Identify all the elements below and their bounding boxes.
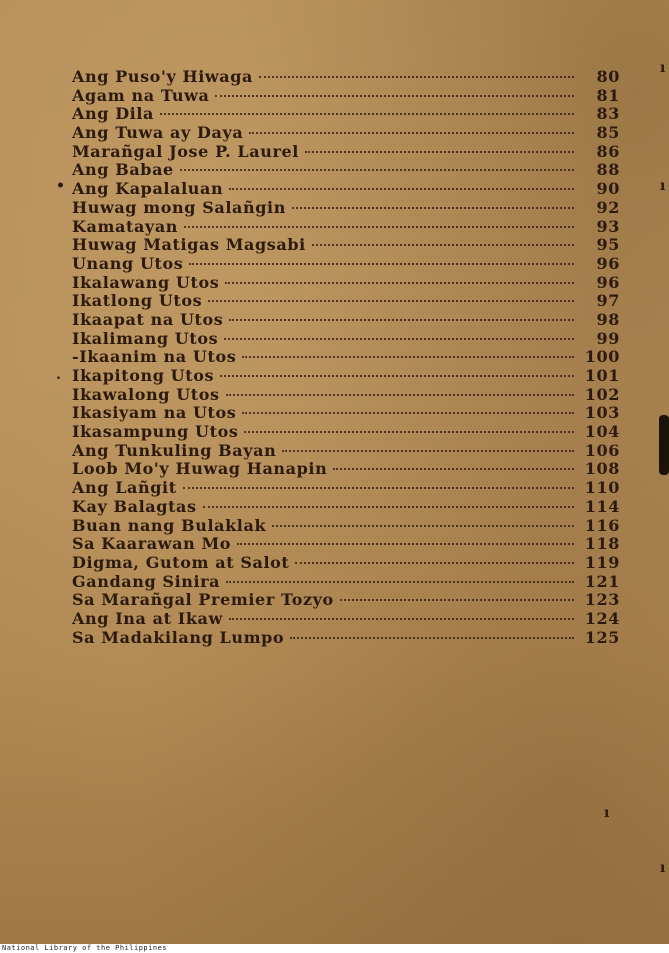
dot-leader xyxy=(180,169,574,171)
toc-entry xyxy=(60,609,620,628)
toc-entry xyxy=(60,235,620,254)
toc-entry-page: 85 xyxy=(596,123,620,143)
margin-bullet: • xyxy=(56,178,65,194)
toc-entry-page: 125 xyxy=(584,627,620,647)
dot-leader xyxy=(224,338,574,340)
toc-entry-title: Ang Babae xyxy=(72,160,174,180)
toc-entry-page: 108 xyxy=(584,459,620,479)
margin-bullet: . xyxy=(56,367,61,383)
dot-leader xyxy=(249,132,574,134)
dot-leader xyxy=(292,207,574,209)
toc-entry-title: Kay Balagtas xyxy=(72,496,197,516)
dot-leader xyxy=(203,506,574,508)
dot-leader xyxy=(225,282,574,284)
toc-entry xyxy=(60,403,620,422)
toc-entry xyxy=(60,441,620,460)
toc-entry xyxy=(60,347,620,366)
binding-mark xyxy=(659,415,669,475)
toc-entry-title: Sa Kaarawan Mo xyxy=(72,534,232,554)
dot-leader xyxy=(229,618,574,620)
toc-entry-title: Kamatayan xyxy=(72,216,179,236)
toc-entry-page: 90 xyxy=(596,179,620,199)
toc-entry-title: Ikatlong Utos xyxy=(72,291,203,311)
toc-entry-page: 119 xyxy=(584,552,620,572)
dot-leader xyxy=(208,300,574,302)
toc-entry xyxy=(60,590,620,609)
toc-entry-title: Agam na Tuwa xyxy=(72,85,210,105)
dot-leader xyxy=(272,525,574,527)
dot-leader xyxy=(220,375,574,377)
toc-entry-title: Huwag mong Salañgin xyxy=(72,197,286,217)
dot-leader xyxy=(229,188,574,190)
toc-entry xyxy=(60,160,620,179)
toc-entry xyxy=(60,86,620,105)
margin-tick: ı xyxy=(660,178,666,194)
dot-leader xyxy=(312,244,574,246)
dot-leader xyxy=(183,487,574,489)
toc-entry-title: Ikasiyam na Utos xyxy=(72,403,237,423)
toc-entry-page: 95 xyxy=(596,235,620,255)
toc-entry-page: 92 xyxy=(596,197,620,217)
toc-entry-page: 97 xyxy=(596,291,620,311)
toc-entry xyxy=(60,516,620,535)
toc-entry xyxy=(60,385,620,404)
toc-entry-title: Ang Puso'y Hiwaga xyxy=(72,67,254,86)
dot-leader xyxy=(290,637,574,639)
toc-entry xyxy=(60,291,620,310)
toc-entry-title: Loob Mo'y Huwag Hanapin xyxy=(72,459,328,479)
toc-entry xyxy=(60,273,620,292)
library-credit: National Library of the Philippines xyxy=(2,944,168,952)
toc-entry xyxy=(60,366,620,385)
toc-entry-page: 103 xyxy=(584,403,620,423)
dot-leader xyxy=(282,450,574,452)
toc-entry-page: 118 xyxy=(584,534,620,554)
toc-entry xyxy=(60,310,620,329)
toc-entry-page: 98 xyxy=(596,309,620,329)
dot-leader xyxy=(340,599,574,601)
toc-entry xyxy=(60,459,620,478)
toc-entry-title: Ikalawang Utos xyxy=(72,272,220,292)
toc-entry-page: 86 xyxy=(596,141,620,161)
toc-entry-title: Marañgal Jose P. Laurel xyxy=(72,141,299,161)
toc-entry-title: Unang Utos xyxy=(72,253,184,273)
toc-entry-page: 101 xyxy=(584,366,620,385)
dot-leader xyxy=(242,356,574,358)
dot-leader xyxy=(226,581,574,583)
toc-entry xyxy=(60,628,620,647)
dot-leader xyxy=(259,76,574,78)
dot-leader xyxy=(160,113,574,115)
toc-entry-page: 123 xyxy=(584,590,620,610)
margin-tick: ı xyxy=(660,60,666,76)
toc-entry xyxy=(60,422,620,441)
toc-entry-page: 121 xyxy=(584,571,620,591)
toc-entry xyxy=(60,67,620,86)
dot-leader xyxy=(295,562,574,564)
dot-leader xyxy=(237,543,574,545)
dot-leader xyxy=(215,95,574,97)
toc-entry-page: 100 xyxy=(584,347,620,367)
toc-entry-title: Ang Ina at Ikaw xyxy=(72,608,223,628)
toc-entry-page: 80 xyxy=(596,67,620,86)
toc-entry-title: Gandang Sinira xyxy=(72,571,221,591)
toc-entry-page: 96 xyxy=(596,253,620,273)
toc-entry-page: 96 xyxy=(596,272,620,292)
dot-leader xyxy=(242,412,574,414)
toc-entry-page: 81 xyxy=(596,85,620,105)
toc-entry-page: 106 xyxy=(584,440,620,460)
toc-entry xyxy=(60,329,620,348)
toc-entry-title: Sa Marañgal Premier Tozyo xyxy=(72,590,334,610)
toc-entry xyxy=(60,478,620,497)
toc-entry xyxy=(60,123,620,142)
toc-entry-title: Ang Dila xyxy=(72,104,155,124)
toc-entry-page: 124 xyxy=(584,608,620,628)
toc-entry-title: -Ikaanim na Utos xyxy=(72,347,237,367)
toc-entry-title: Ikaapat na Utos xyxy=(72,309,224,329)
margin-tick: ı xyxy=(604,805,610,821)
dot-leader xyxy=(189,263,574,265)
toc-entry xyxy=(60,254,620,273)
toc-entry xyxy=(60,217,620,236)
toc-entry-title: Ikasampung Utos xyxy=(72,422,239,442)
toc-entry-title: Buan nang Bulaklak xyxy=(72,515,267,535)
toc-entry-page: 102 xyxy=(584,384,620,404)
toc-entry-title: Ang Lañgit xyxy=(72,478,177,498)
table-of-contents xyxy=(60,67,620,646)
toc-entry-title: Ang Tunkuling Bayan xyxy=(72,440,277,460)
toc-entry xyxy=(60,198,620,217)
toc-entry-page: 88 xyxy=(596,160,620,180)
toc-entry-title: Sa Madakilang Lumpo xyxy=(72,627,285,647)
dot-leader xyxy=(184,226,574,228)
toc-entry-page: 116 xyxy=(584,515,620,535)
dot-leader xyxy=(226,394,574,396)
dot-leader xyxy=(244,431,574,433)
toc-entry xyxy=(60,572,620,591)
toc-entry-title: Ang Kapalaluan xyxy=(72,179,224,199)
toc-entry-title: Digma, Gutom at Salot xyxy=(72,552,290,572)
toc-entry-title: Huwag Matigas Magsabi xyxy=(72,235,306,255)
margin-tick: ı xyxy=(660,860,666,876)
toc-entry-title: Ikapitong Utos xyxy=(72,366,215,385)
dot-leader xyxy=(229,319,574,321)
toc-entry xyxy=(60,142,620,161)
toc-entry xyxy=(60,534,620,553)
toc-entry-title: Ang Tuwa ay Daya xyxy=(72,123,244,143)
toc-entry xyxy=(60,179,620,198)
toc-entry-title: Ikawalong Utos xyxy=(72,384,220,404)
dot-leader xyxy=(305,151,574,153)
toc-entry-page: 93 xyxy=(596,216,620,236)
toc-entry-page: 99 xyxy=(596,328,620,348)
dot-leader xyxy=(333,468,574,470)
toc-entry xyxy=(60,553,620,572)
toc-entry-page: 104 xyxy=(584,422,620,442)
toc-entry xyxy=(60,497,620,516)
toc-entry-page: 83 xyxy=(596,104,620,124)
toc-entry-title: Ikalimang Utos xyxy=(72,328,219,348)
toc-entry-page: 114 xyxy=(584,496,620,516)
toc-entry xyxy=(60,104,620,123)
toc-entry-page: 110 xyxy=(584,478,620,498)
